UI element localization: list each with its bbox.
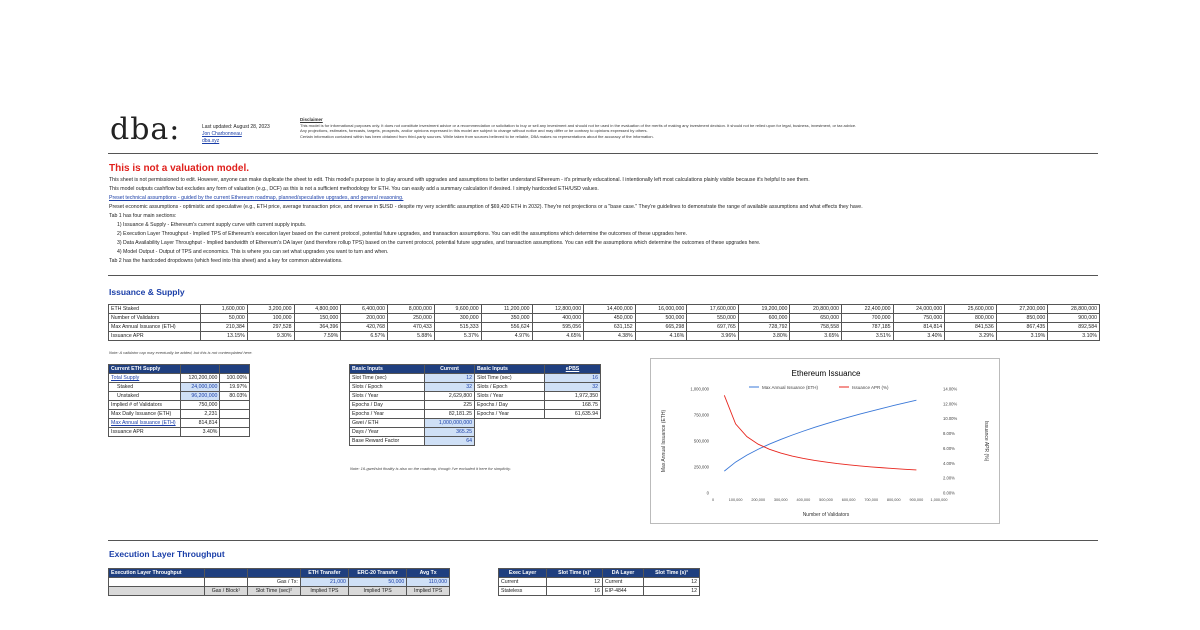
table-row xyxy=(350,383,601,392)
table-cell: 50,000 xyxy=(201,314,248,323)
intro-line: Preset economic assumptions - optimistic and speculative (e.g., ETH price, average transaction price, and revenue in $USD - despite my very scientific assumption of $69,420 ETH in 2032). They're not projections or a "base case." They're guidelines to demonstrate the range of available assumptions and what effects they have. xyxy=(109,204,863,210)
issuance-chart xyxy=(650,358,1000,524)
site-link[interactable]: dba.xyz xyxy=(202,138,220,144)
input-value xyxy=(545,437,601,446)
table-cell: Current xyxy=(499,578,547,587)
y-tick-label: 250,000 xyxy=(693,464,709,470)
pct-cell: 80.03% xyxy=(220,392,250,401)
table-cell: 841,536 xyxy=(945,323,997,332)
intro-line: 2) Execution Layer Throughput - Implied TPS of Ethereum's execution layer based on the current protocol, potential future upgrades, and transaction assumptions. You can edit the assumptions which determine the outcomes of these upgrades here. xyxy=(117,231,688,237)
table-cell: 750,000 xyxy=(893,314,945,323)
x-axis-label: Number of Validators xyxy=(802,512,850,518)
value-cell: 2,231 xyxy=(181,410,220,419)
table-cell: 3.19% xyxy=(996,332,1048,341)
table-cell: 3.10% xyxy=(1048,332,1100,341)
table-cell: 850,000 xyxy=(996,314,1048,323)
last-updated: Last updated: August 28, 2023 xyxy=(202,124,270,130)
column-header xyxy=(205,569,248,578)
y-tick-label: 1,000,000 xyxy=(690,386,709,392)
table-cell: 420,768 xyxy=(341,323,388,332)
pct-cell xyxy=(220,410,250,419)
table-cell: 25,600,000 xyxy=(945,305,997,314)
issuance-note: Note: A validator cap may eventually be added, but this is not contemplated here. xyxy=(109,350,253,355)
column-header: ETH Transfer xyxy=(300,569,348,578)
table-header xyxy=(109,365,250,374)
row-label: Max Daily Issuance (ETH) xyxy=(109,410,181,419)
intro-line: Tab 2 has the hardcoded dropdowns (which feed into this sheet) and a key for common abbreviations. xyxy=(109,258,343,264)
gas-value[interactable]: 50,000 xyxy=(348,578,406,587)
table-cell: 450,000 xyxy=(584,314,636,323)
input-label: Slots / Epoch xyxy=(350,383,425,392)
table-row xyxy=(109,332,1100,341)
pct-cell xyxy=(220,428,250,437)
input-label: Epochs / Year xyxy=(475,410,545,419)
table-cell: 100,000 xyxy=(247,314,294,323)
value-cell: 814,814 xyxy=(181,419,220,428)
input-value[interactable]: 16 xyxy=(545,374,601,383)
row-label: ETH Staked xyxy=(109,305,201,314)
table-cell: 500,000 xyxy=(635,314,687,323)
table-cell: 12,800,000 xyxy=(532,305,584,314)
table-cell: 4.16% xyxy=(635,332,687,341)
table-cell: 364,396 xyxy=(294,323,341,332)
x-tick-label: 500,000 xyxy=(819,498,833,502)
x-tick-label: 300,000 xyxy=(773,498,788,502)
table-cell: 3.80% xyxy=(738,332,790,341)
row-label: Implied # of Validators xyxy=(109,401,181,410)
column-header: Current ETH Supply xyxy=(109,365,181,374)
table-cell: 14,400,000 xyxy=(584,305,636,314)
table-cell: 470,433 xyxy=(388,323,435,332)
legend-label: Max Annual Issuance (ETH) xyxy=(762,385,819,390)
input-value: 2,629,800 xyxy=(425,392,475,401)
table-cell: Current xyxy=(603,578,644,587)
column-header xyxy=(220,365,250,374)
table-cell: Stateless xyxy=(499,587,547,596)
table-cell: 700,000 xyxy=(841,314,893,323)
header-meta xyxy=(202,124,270,145)
input-label xyxy=(475,428,545,437)
y2-tick-label: 4.00% xyxy=(943,460,955,466)
column-header: ERC-20 Transfer xyxy=(348,569,406,578)
input-label: Gwei / ETH xyxy=(350,419,425,428)
value-cell: 750,000 xyxy=(181,401,220,410)
x-tick-label: 800,000 xyxy=(886,498,901,502)
table-row xyxy=(109,410,250,419)
column-header: Basic Inputs xyxy=(475,365,545,374)
x-tick-label: 0 xyxy=(711,498,715,502)
table-cell: 150,000 xyxy=(294,314,341,323)
x-tick-label: 600,000 xyxy=(841,498,856,502)
input-label: Days / Year xyxy=(350,428,425,437)
table-cell: 16,000,000 xyxy=(635,305,687,314)
table-cell: 8,000,000 xyxy=(388,305,435,314)
table-cell: 550,000 xyxy=(687,314,739,323)
x-tick-label: 900,000 xyxy=(909,498,924,502)
pct-cell: 19.97% xyxy=(220,383,250,392)
basic-inputs-note: Note: 16-gwei/slot finality is also on the roadmap, though I've excluded it here for simplicity. xyxy=(350,466,511,471)
table-row xyxy=(109,419,250,428)
pct-cell xyxy=(220,419,250,428)
current-supply-table xyxy=(108,364,250,437)
table-cell: 250,000 xyxy=(388,314,435,323)
table-cell: 12 xyxy=(643,587,699,596)
input-value: 61,635.94 xyxy=(545,410,601,419)
column-header: Avg Tx xyxy=(407,569,450,578)
table-cell: 5.88% xyxy=(388,332,435,341)
input-value: 1,972,350 xyxy=(545,392,601,401)
table-cell: 3,200,000 xyxy=(247,305,294,314)
x-tick-label: 1,000,000 xyxy=(930,498,948,502)
table-cell: 12 xyxy=(547,578,603,587)
input-value[interactable]: 12 xyxy=(425,374,475,383)
table-cell: 210,384 xyxy=(201,323,248,332)
table-cell: 595,056 xyxy=(532,323,584,332)
y-tick-label: 0 xyxy=(706,490,709,496)
row-label: Max Annual Issuance (ETH) xyxy=(109,323,201,332)
table-header xyxy=(350,365,601,374)
row-label[interactable]: Total Supply xyxy=(109,374,181,383)
table-cell: 600,000 xyxy=(738,314,790,323)
disclaimer-line: This model is for informational purposes only. It does not constitute investment advice or a recommendation or solicitation to buy or sell any investment and should not be used in the evaluation of the merits of making any investment decision. It should not be relied upon for legal, business, investment, or tax advice. xyxy=(300,122,857,128)
column-header: Gas / Block¹ xyxy=(205,587,248,596)
intro-line: This model outputs cashflow but excludes any form of valuation (e.g., DCF) as this is not a sufficient methodology for ETH. You can easily add a summary calculation if desired. I simply hardcoded ETH/USD values. xyxy=(109,186,599,192)
table-cell: 3.96% xyxy=(687,332,739,341)
divider xyxy=(108,275,1098,276)
divider xyxy=(108,540,1098,541)
table-cell: 3.29% xyxy=(945,332,997,341)
y2-tick-label: 14.00% xyxy=(943,386,958,392)
table-row xyxy=(350,437,601,446)
table-row xyxy=(109,578,450,587)
intro-line: 4) Model Output - Output of TPS and economics. This is where you can set what upgrades you want to turn and when. xyxy=(117,249,389,255)
table-cell: 400,000 xyxy=(532,314,584,323)
table-cell: 27,200,000 xyxy=(996,305,1048,314)
basic-inputs-table xyxy=(349,364,601,446)
table-cell: 650,000 xyxy=(790,314,842,323)
y2-tick-label: 6.00% xyxy=(943,445,955,451)
table-cell: 9.30% xyxy=(247,332,294,341)
table-row xyxy=(350,392,601,401)
input-label: Slot Time (sec) xyxy=(350,374,425,383)
table-cell: 7.59% xyxy=(294,332,341,341)
y2-tick-label: 10.00% xyxy=(943,416,958,422)
input-value: 225 xyxy=(425,401,475,410)
intro-line: Tab 1 has four main sections: xyxy=(109,213,177,219)
input-label xyxy=(475,419,545,428)
y2-tick-label: 0.00% xyxy=(943,490,955,496)
column-header: Implied TPS xyxy=(300,587,348,596)
chart-title: Ethereum Issuance xyxy=(791,369,861,378)
table-cell: 728,792 xyxy=(738,323,790,332)
issuance-chart-svg xyxy=(651,359,1001,525)
table-cell: 697,765 xyxy=(687,323,739,332)
value-cell[interactable]: 24,000,000 xyxy=(181,383,220,392)
table-cell: 12 xyxy=(643,578,699,587)
column-header: Exec Layer xyxy=(499,569,547,578)
divider xyxy=(108,153,1098,154)
column-header: Implied TPS xyxy=(407,587,450,596)
gas-value[interactable]: 110,000 xyxy=(407,578,450,587)
value-cell[interactable]: 96,200,000 xyxy=(181,392,220,401)
value-cell: 120,200,000 xyxy=(181,374,220,383)
column-header: Slot Time (s)³ xyxy=(643,569,699,578)
table-cell: 300,000 xyxy=(434,314,481,323)
legend-label: Issuance APR (%) xyxy=(852,385,889,390)
column-header: Slot Time (s)³ xyxy=(547,569,603,578)
table-row xyxy=(350,419,601,428)
table-cell: 28,800,000 xyxy=(1048,305,1100,314)
table-row xyxy=(499,587,700,596)
table-cell: 3.40% xyxy=(893,332,945,341)
table-header xyxy=(109,569,450,578)
author-link[interactable]: Jon Charbonneau xyxy=(202,131,242,137)
input-label: Slots / Year xyxy=(350,392,425,401)
row-label: Issuance APR xyxy=(109,428,181,437)
input-label: Slot Time (sec) xyxy=(475,374,545,383)
table-row xyxy=(350,374,601,383)
intro-link[interactable]: Preset technical assumptions - guided by the current Ethereum roadmap, planned/speculative upgrades, and general reasoning. xyxy=(109,195,404,201)
table-row xyxy=(109,401,250,410)
table-cell: 867,435 xyxy=(996,323,1048,332)
input-label: Base Reward Factor xyxy=(350,437,425,446)
value-cell: 3.40% xyxy=(181,428,220,437)
table-cell: 6.57% xyxy=(341,332,388,341)
column-header: DA Layer xyxy=(603,569,644,578)
table-cell: 13.15% xyxy=(201,332,248,341)
column-header: Slot Time (sec)² xyxy=(247,587,300,596)
input-value xyxy=(545,428,601,437)
table-row xyxy=(109,392,250,401)
series-line-issuance xyxy=(724,400,916,471)
pct-cell xyxy=(220,401,250,410)
gas-label: Gas / Tx: xyxy=(247,578,300,587)
table-subheader xyxy=(109,587,450,596)
table-cell: 4.97% xyxy=(481,332,532,341)
y2-tick-label: 2.00% xyxy=(943,475,955,481)
spacer xyxy=(205,578,248,587)
execution-table xyxy=(108,568,450,596)
x-tick-label: 400,000 xyxy=(796,498,811,502)
row-label[interactable]: Max Annual Issuance (ETH) xyxy=(109,419,181,428)
table-cell: 758,558 xyxy=(790,323,842,332)
row-label: Number of Validators xyxy=(109,314,201,323)
table-row xyxy=(109,374,250,383)
column-header: ePBS xyxy=(545,365,601,374)
gas-value[interactable]: 21,000 xyxy=(300,578,348,587)
table-row xyxy=(350,401,601,410)
input-value[interactable]: 64 xyxy=(425,437,475,446)
disclaimer-title: Disclaimer xyxy=(300,117,323,122)
input-label: Slots / Year xyxy=(475,392,545,401)
table-cell: 200,000 xyxy=(341,314,388,323)
intro-line: 3) Data Availability Layer Throughput - Implied bandwidth of Ethereum's DA layer (and therefore rollup TPS) based on the current protocol, potential future upgrades, and transaction assumptions. You can edit the assumptions which determine the outcomes of these upgrades here. xyxy=(117,240,761,246)
table-cell: 17,600,000 xyxy=(687,305,739,314)
section-title-execution: Execution Layer Throughput xyxy=(109,549,225,559)
input-value: 168.75 xyxy=(545,401,601,410)
table-cell: 3.51% xyxy=(841,332,893,341)
disclaimer xyxy=(300,117,900,139)
table-cell: 665,298 xyxy=(635,323,687,332)
table-cell: 5.37% xyxy=(434,332,481,341)
column-header: Execution Layer Throughput xyxy=(109,569,205,578)
table-cell: 3.65% xyxy=(790,332,842,341)
table-cell: 11,200,000 xyxy=(481,305,532,314)
table-cell: 24,000,000 xyxy=(893,305,945,314)
table-row xyxy=(499,578,700,587)
table-row xyxy=(109,323,1100,332)
table-cell: 297,528 xyxy=(247,323,294,332)
column-header xyxy=(247,569,300,578)
table-row xyxy=(109,383,250,392)
issuance-table xyxy=(108,304,1100,341)
table-cell: 4.65% xyxy=(532,332,584,341)
table-cell: 787,185 xyxy=(841,323,893,332)
table-cell: 631,152 xyxy=(584,323,636,332)
disclaimer-line: Any projections, estimates, forecasts, targets, prospects, and/or opinions expressed in this model are subject to change without notice and may differ or be contrary to opinions expressed by others. xyxy=(300,128,648,133)
y2-axis-label: Issuance APR (%) xyxy=(983,420,989,462)
layer-slot-table xyxy=(498,568,700,596)
table-cell: EIP-4844 xyxy=(603,587,644,596)
column-header: Current xyxy=(425,365,475,374)
table-row xyxy=(109,314,1100,323)
y2-tick-label: 8.00% xyxy=(943,431,955,437)
y2-tick-label: 12.00% xyxy=(943,401,958,407)
table-row xyxy=(109,305,1100,314)
pct-cell: 100.00% xyxy=(220,374,250,383)
table-cell: 900,000 xyxy=(1048,314,1100,323)
input-value: 82,181.25 xyxy=(425,410,475,419)
valuation-warning: This is not a valuation model. xyxy=(109,163,250,174)
input-label: Epochs / Day xyxy=(475,401,545,410)
table-cell: 892,584 xyxy=(1048,323,1100,332)
input-value[interactable]: 365.25 xyxy=(425,428,475,437)
table-cell: 9,600,000 xyxy=(434,305,481,314)
input-value[interactable]: 32 xyxy=(425,383,475,392)
table-cell: 19,200,000 xyxy=(738,305,790,314)
table-row xyxy=(350,428,601,437)
table-header xyxy=(499,569,700,578)
table-cell: 6,400,000 xyxy=(341,305,388,314)
table-cell: 4,800,000 xyxy=(294,305,341,314)
table-cell: 1,600,000 xyxy=(201,305,248,314)
table-cell: 800,000 xyxy=(945,314,997,323)
table-cell: 350,000 xyxy=(481,314,532,323)
input-label: Epochs / Year xyxy=(350,410,425,419)
intro-line: 1) Issuance & Supply - Ethereum's current supply curve with current supply inputs. xyxy=(117,222,307,228)
input-label xyxy=(475,437,545,446)
table-cell: 20,800,000 xyxy=(790,305,842,314)
table-row xyxy=(109,428,250,437)
table-cell: 22,400,000 xyxy=(841,305,893,314)
column-header xyxy=(181,365,220,374)
x-tick-label: 100,000 xyxy=(728,498,743,502)
table-row xyxy=(350,410,601,419)
row-label: Staked xyxy=(109,383,181,392)
column-header: Basic Inputs xyxy=(350,365,425,374)
input-value[interactable]: 1,000,000,000 xyxy=(425,419,475,428)
input-value[interactable]: 32 xyxy=(545,383,601,392)
spacer xyxy=(109,587,205,596)
spacer xyxy=(109,578,205,587)
row-label: Issuance APR xyxy=(109,332,201,341)
x-tick-label: 200,000 xyxy=(751,498,766,502)
table-cell: 556,624 xyxy=(481,323,532,332)
dba-logo: dba: xyxy=(110,112,181,147)
section-title-issuance: Issuance & Supply xyxy=(109,287,185,297)
table-cell: 16 xyxy=(547,587,603,596)
table-cell: 4.38% xyxy=(584,332,636,341)
table-cell: 814,814 xyxy=(893,323,945,332)
table-cell: 515,333 xyxy=(434,323,481,332)
x-tick-label: 700,000 xyxy=(864,498,879,502)
series-line-apr xyxy=(724,395,916,470)
row-label: Unstaked xyxy=(109,392,181,401)
input-label: Slots / Epoch xyxy=(475,383,545,392)
intro-text xyxy=(109,176,1089,266)
intro-line: This sheet is not permissioned to edit. However, anyone can make duplicate the sheet to edit. This model's purpose is to play around with upgrades and assumptions to better understand Ethereum - it's primarily educational. I intentionally left most calculations plainly visible because it's helpful to see them. xyxy=(109,177,810,183)
y-axis-label: Max Annual Issuance (ETH) xyxy=(661,409,667,473)
input-label: Epochs / Day xyxy=(350,401,425,410)
input-value xyxy=(545,419,601,428)
y-tick-label: 750,000 xyxy=(693,412,709,418)
disclaimer-line: Certain information contained within has been obtained from third-party sources. While taken from sources believed to be reliable, DBA makes no representations about the accuracy of the information. xyxy=(300,133,654,139)
column-header: Implied TPS xyxy=(348,587,406,596)
y-tick-label: 500,000 xyxy=(693,438,709,444)
